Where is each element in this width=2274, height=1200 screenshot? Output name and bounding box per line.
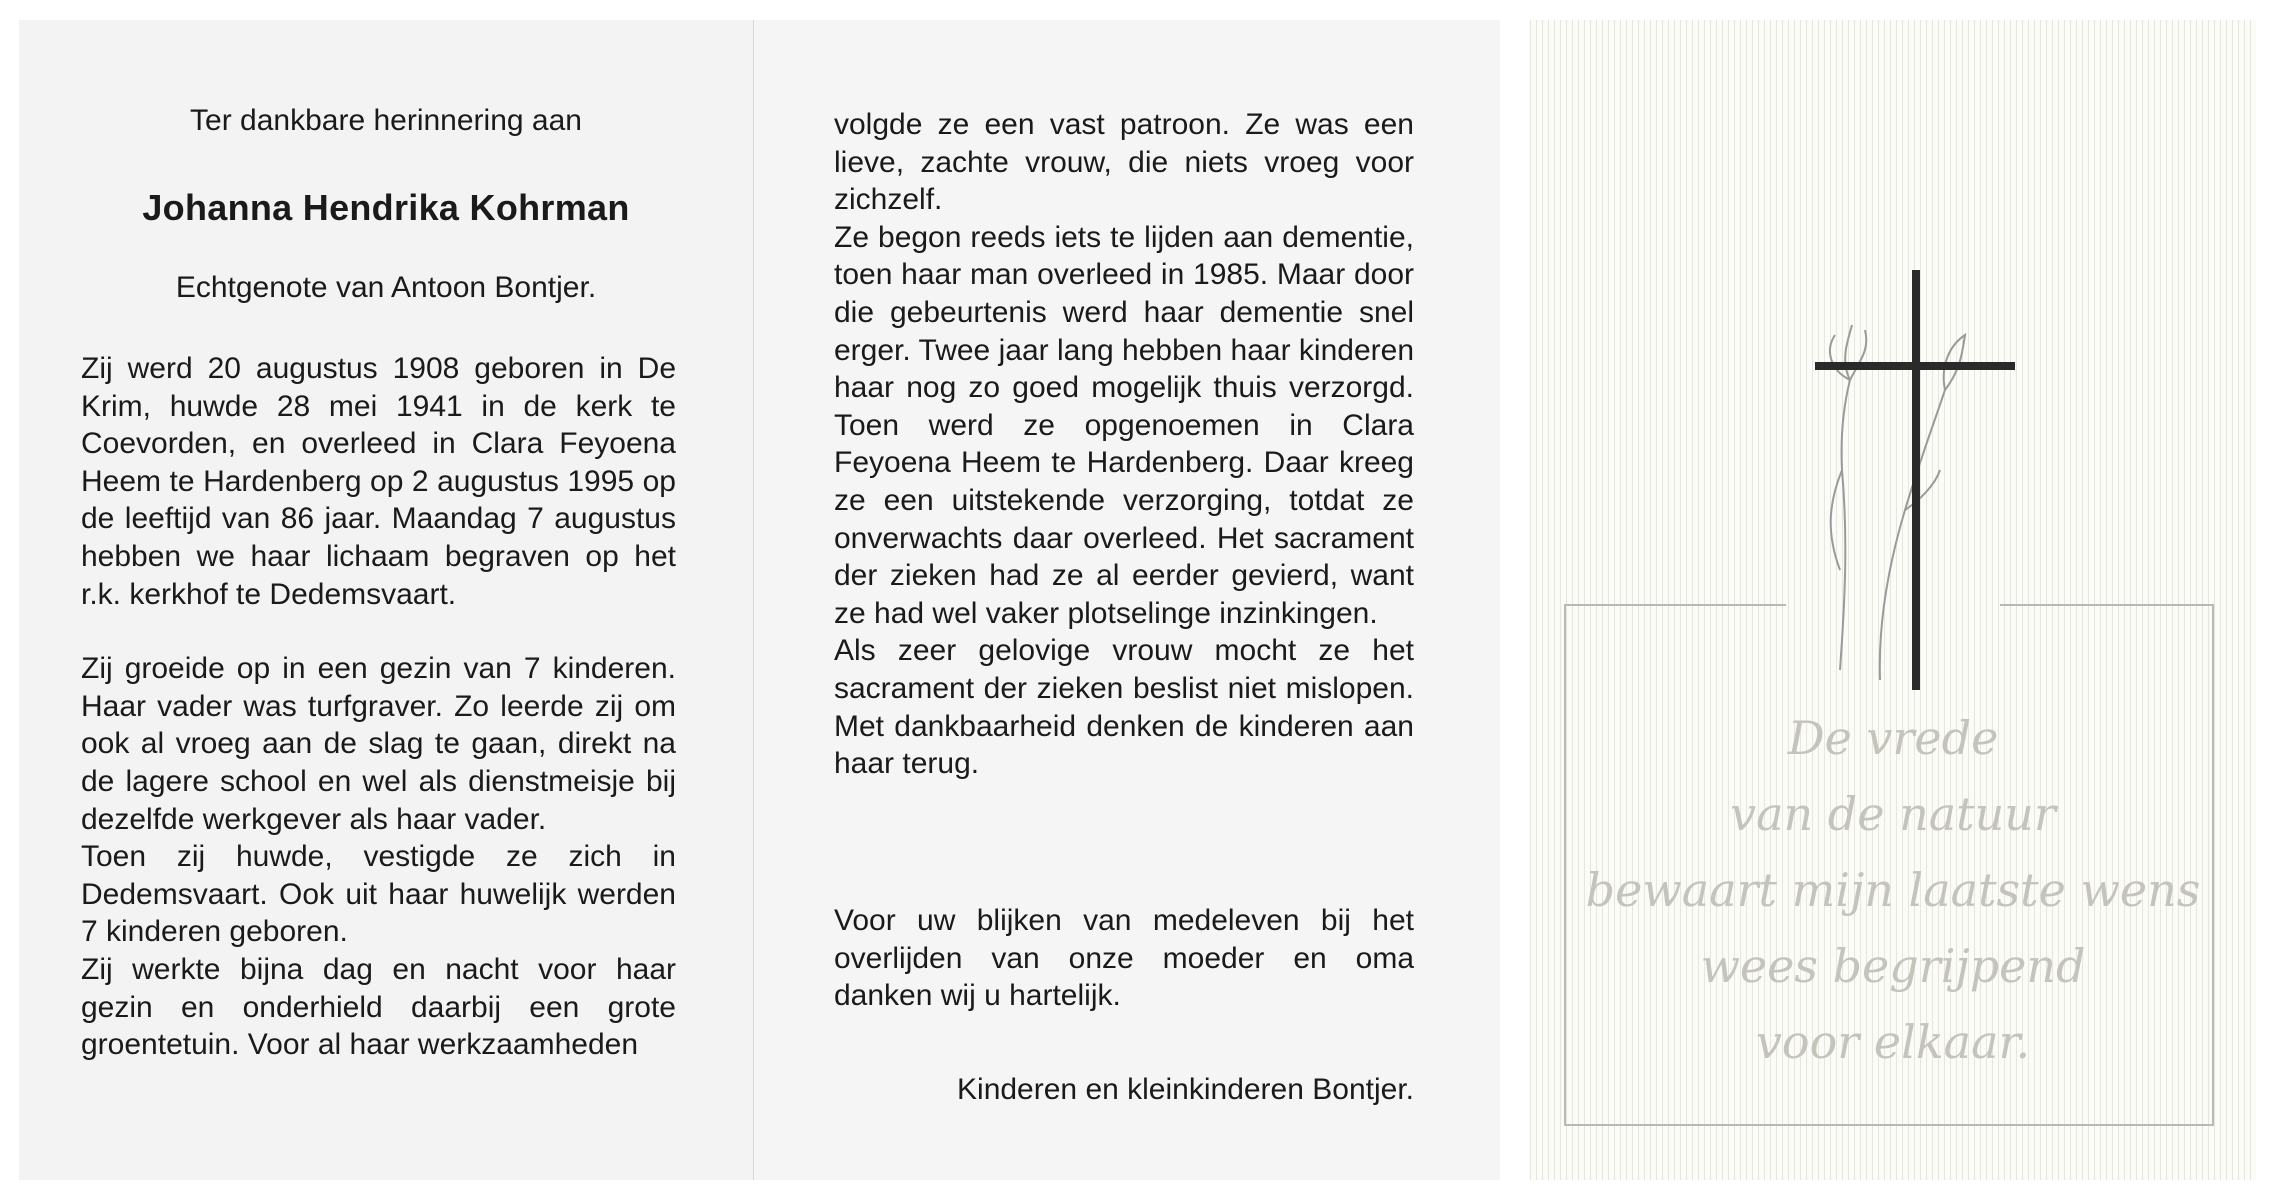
poem-text (1560, 700, 2226, 1080)
poem-line: voor elkaar. (1755, 1015, 2031, 1069)
cross-horizontal-beam (1815, 362, 2015, 370)
thanks-text: Voor uw blijken van medeleven bij het overlijden van onze moeder en oma danken wij u hartelijk. (834, 904, 1414, 1013)
bio-paragraph: volgde ze een vast patroon. Ze was een lieve, zachte vrouw, die niets vroeg voor zichzelf. (834, 108, 1414, 217)
card-left-page (19, 20, 754, 1180)
bio-paragraph: Ze begon reeds iets te lijden aan dementie, toen haar man overleed in 1985. Maar door die gebeurtenis werd haar dementie snel erger. Twee jaar lang hebben haar kinderen haar nog zo goed mogelijk thuis verzorgd. Toen werd ze opgenoemen in Clara Feyoena Heem te Hardenberg. Daar kreeg ze een uitstekende verzorging, totdat ze onverwachts daar overleed. Het sacrament der zieken had ze al eerder gevierd, want ze had wel vaker plotselinge inzinkingen. (834, 220, 1414, 630)
deceased-name: Johanna Hendrika Kohrman (142, 187, 630, 228)
card-middle-page (754, 20, 1500, 1180)
bio-paragraph: Zij groeide op in een gezin van 7 kinderen. Haar vader was turfgraver. Zo leerde zij om ook al vroeg aan de slag te gaan, direkt na de lagere school en wel als dienstmeisje bij dezelfde werkgever als haar vader. (81, 652, 676, 836)
bio-paragraph: Zij werd 20 augustus 1908 geboren in De Krim, huwde 28 mei 1941 in de kerk te Coevorden, en overleed in Clara Feyoena Heem te Hardenberg op 2 augustus 1995 op de leeftijd van 86 jaar. Maandag 7 augustus hebben we haar lichaam begraven op het r.k. kerkhof te Dedemsvaart. (81, 352, 676, 611)
poem-line: wees begrijpend (1700, 939, 2086, 993)
biography-text-left (81, 350, 676, 1064)
bio-paragraph: Toen zij huwde, vestigde ze zich in Dedemsvaart. Ook uit haar huwelijk werden 7 kinderen geboren. (81, 840, 676, 949)
poem-line: van de natuur (1730, 787, 2056, 841)
card-front-cover (1530, 20, 2256, 1180)
bio-paragraph: Zij werkte bijna dag en nacht voor haar gezin en onderhield daarbij een grote groentetuin. Voor al haar werkzaamheden (81, 952, 676, 1062)
biography-text-middle (834, 106, 1414, 783)
poem-line: De vrede (1787, 711, 1999, 765)
bio-paragraph: Als zeer gelovige vrouw mocht ze het sacrament der zieken beslist niet mislopen. Met dankbaarheid denken de kinderen aan haar terug. (834, 634, 1414, 781)
signoff-line: Kinderen en kleinkinderen Bontjer. (957, 1073, 1414, 1106)
poem-line: bewaart mijn laatste wens (1585, 863, 2201, 917)
intro-line: Ter dankbare herinnering aan (190, 104, 582, 137)
spouse-line: Echtgenote van Antoon Bontjer. (175, 271, 597, 304)
